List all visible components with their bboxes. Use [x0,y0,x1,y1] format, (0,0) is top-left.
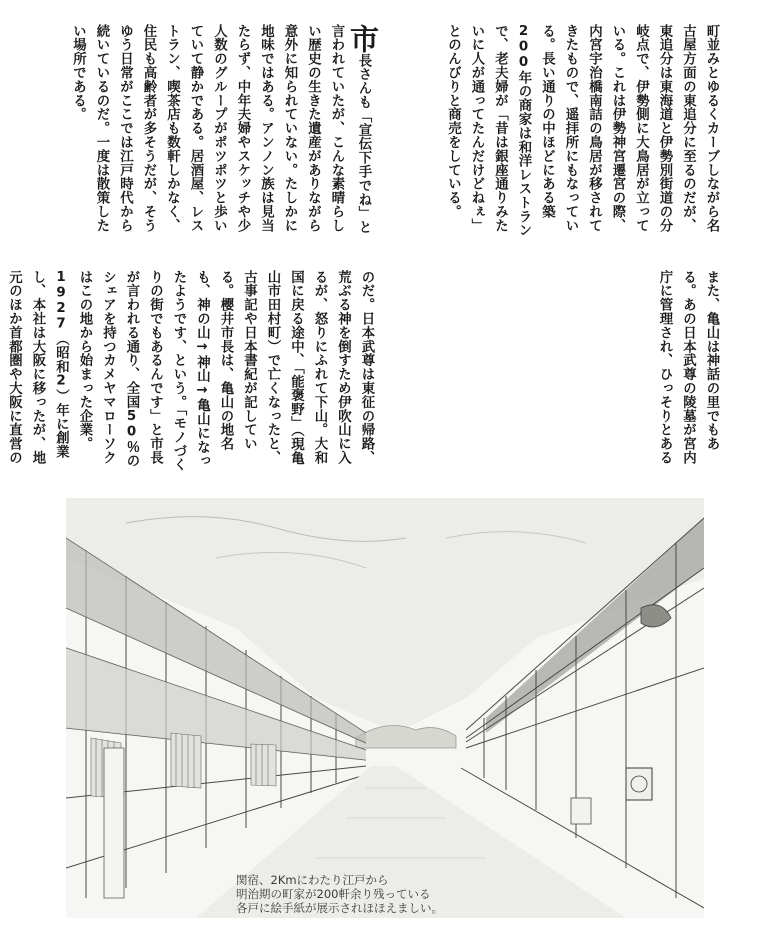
article-text-2: また、亀山は神話の里でもある。あの日本武尊の陵墓が宮内庁に管理され、ひっそりとある [657,270,719,465]
sketch-caption-line-2: 明治期の町家が200軒余り残っている [236,887,431,901]
article-block-top-left [40,24,378,242]
article-text-1: 町並みとゆるくカーブしながら名古屋方面の東追分に至るのだが、東追分は東海道と伊勢別街道の分岐点で、伊勢側に大鳥居が立っている。これは伊勢神宮遷宮の際、内宮宇治橋南詰の鳥居が移されてきたもので、遥拝所にもなっている。長い通りの中ほどにある築200年の商家は和洋レストランで、老夫婦が「昔は銀座通りみたいに人が通ってたんだけどねぇ」とのんびりと商売をしている。 [445,24,719,238]
article-text-4: のだ。日本武尊は東征の帰路、荒ぶる神を倒すため伊吹山に入るが、怒りにふれて下山。大和国に戻る途中、「能褒野」（現亀山市田村町）で亡くなったと、古事記や日本書紀が記している。櫻井市長は、亀山の地名も、神の山→神山→亀山になったようです、という。「モノづくりの街でもあるんです」と市長が言われる通り、全国50％のシェアを持つカメヤマローソクはこの地から始まった企業。1927（昭和2）年に創業し、本社は大阪に移ったが、地元のほか首都圏や大阪に直営の [6,270,374,472]
sketch-caption-line-1: 関宿、2Kmにわたり江戸から [236,873,389,887]
article-block-bottom-right [388,270,723,472]
street-sketch-drawing [66,498,704,918]
article-block-top-right [388,24,723,242]
sketch-caption-line-3: 各戸に絵手紙が展示されほほえましい。 [236,901,443,915]
article-block-bottom-left [6,270,378,472]
street-sketch [66,498,704,918]
drop-cap: 市 [346,24,380,54]
article-text-3 [66,24,378,242]
article-text-3-body: 長さんも「宣伝下手でね」と言われていたが、こんな素晴らしい歴史の生きた遺産がありながら意外に知られていない。たしかに地味ではある。アンノン族は見当たらず、中年夫婦やスケッチや少人数のグループがポツポツと歩いていて静かである。居酒屋、レストラン、喫茶店も数軒しかなく、住民も高齢者が多そうだが、そうゆう日常がここでは江戸時代から続いているのだ。一度は散策したい場所である。 [70,24,371,235]
